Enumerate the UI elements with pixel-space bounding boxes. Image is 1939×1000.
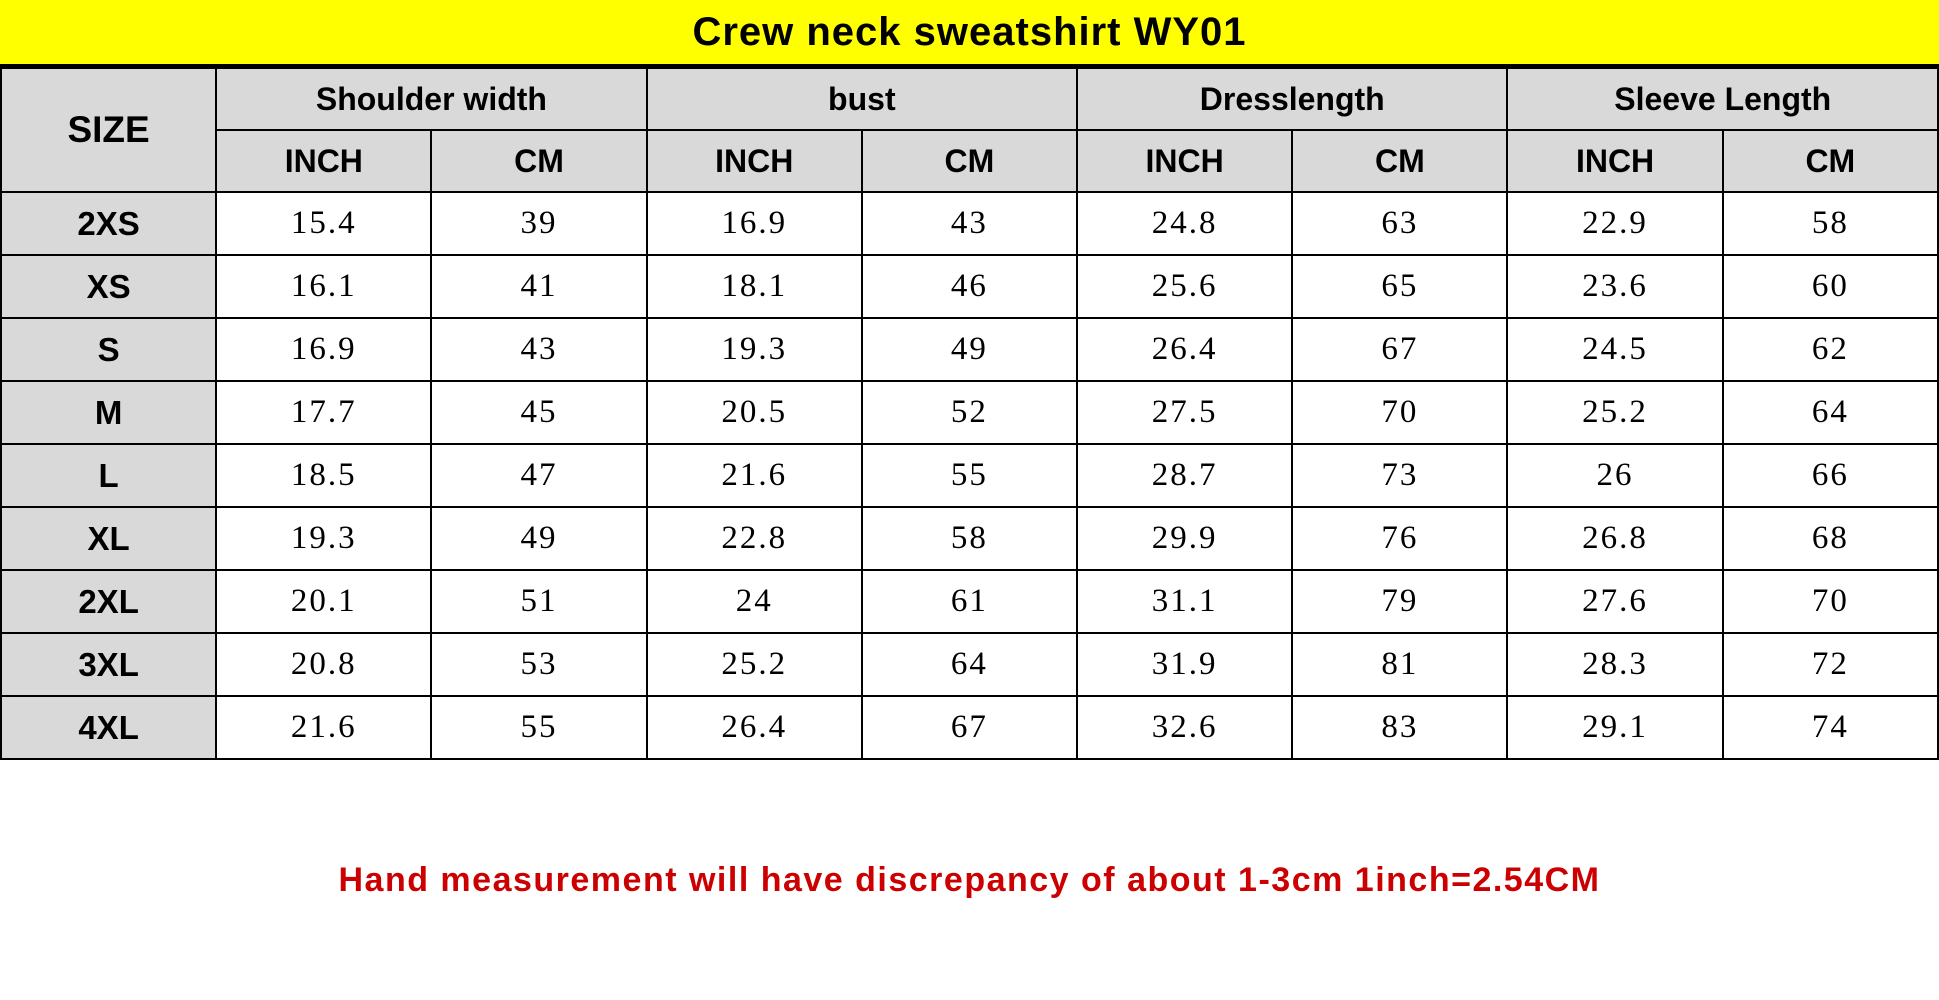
cell-value: 28.3 <box>1507 633 1722 696</box>
cell-value: 26.4 <box>647 696 862 759</box>
cell-value: 16.9 <box>647 192 862 255</box>
cell-value: 66 <box>1723 444 1938 507</box>
cell-value: 25.2 <box>647 633 862 696</box>
cell-value: 52 <box>862 381 1077 444</box>
footer-note-area <box>0 760 1939 1000</box>
cell-value: 53 <box>431 633 646 696</box>
row-size-label: XS <box>1 255 216 318</box>
cell-value: 61 <box>862 570 1077 633</box>
cell-value: 29.1 <box>1507 696 1722 759</box>
cell-value: 72 <box>1723 633 1938 696</box>
table-row <box>1 381 1938 444</box>
cell-value: 43 <box>431 318 646 381</box>
table-header-row-units <box>1 130 1938 192</box>
column-header-sleeve-length: Sleeve Length <box>1507 68 1938 130</box>
unit-header-sleeve-cm: CM <box>1723 130 1938 192</box>
cell-value: 32.6 <box>1077 696 1292 759</box>
cell-value: 22.8 <box>647 507 862 570</box>
cell-value: 20.5 <box>647 381 862 444</box>
cell-value: 51 <box>431 570 646 633</box>
table-body <box>1 192 1938 759</box>
cell-value: 45 <box>431 381 646 444</box>
cell-value: 58 <box>862 507 1077 570</box>
unit-header-shoulder-cm: CM <box>431 130 646 192</box>
table-row <box>1 255 1938 318</box>
cell-value: 58 <box>1723 192 1938 255</box>
cell-value: 15.4 <box>216 192 431 255</box>
cell-value: 49 <box>431 507 646 570</box>
unit-header-sleeve-inch: INCH <box>1507 130 1722 192</box>
cell-value: 31.9 <box>1077 633 1292 696</box>
cell-value: 49 <box>862 318 1077 381</box>
cell-value: 19.3 <box>647 318 862 381</box>
cell-value: 25.2 <box>1507 381 1722 444</box>
cell-value: 74 <box>1723 696 1938 759</box>
cell-value: 79 <box>1292 570 1507 633</box>
cell-value: 20.1 <box>216 570 431 633</box>
cell-value: 18.5 <box>216 444 431 507</box>
cell-value: 26.4 <box>1077 318 1292 381</box>
cell-value: 43 <box>862 192 1077 255</box>
row-size-label: 2XL <box>1 570 216 633</box>
table-row <box>1 570 1938 633</box>
cell-value: 68 <box>1723 507 1938 570</box>
cell-value: 73 <box>1292 444 1507 507</box>
column-header-shoulder-width: Shoulder width <box>216 68 646 130</box>
column-header-dresslength: Dresslength <box>1077 68 1507 130</box>
row-size-label: 4XL <box>1 696 216 759</box>
row-size-label: 3XL <box>1 633 216 696</box>
cell-value: 64 <box>1723 381 1938 444</box>
cell-value: 25.6 <box>1077 255 1292 318</box>
table-row <box>1 318 1938 381</box>
table-row <box>1 507 1938 570</box>
unit-header-bust-cm: CM <box>862 130 1077 192</box>
size-chart-table <box>0 67 1939 760</box>
row-size-label: XL <box>1 507 216 570</box>
table-row <box>1 192 1938 255</box>
row-size-label: 2XS <box>1 192 216 255</box>
cell-value: 28.7 <box>1077 444 1292 507</box>
cell-value: 41 <box>431 255 646 318</box>
cell-value: 27.5 <box>1077 381 1292 444</box>
cell-value: 76 <box>1292 507 1507 570</box>
cell-value: 31.1 <box>1077 570 1292 633</box>
cell-value: 22.9 <box>1507 192 1722 255</box>
unit-header-dresslength-cm: CM <box>1292 130 1507 192</box>
table-header <box>1 68 1938 192</box>
cell-value: 26.8 <box>1507 507 1722 570</box>
cell-value: 18.1 <box>647 255 862 318</box>
cell-value: 62 <box>1723 318 1938 381</box>
row-size-label: M <box>1 381 216 444</box>
cell-value: 24 <box>647 570 862 633</box>
cell-value: 70 <box>1723 570 1938 633</box>
cell-value: 64 <box>862 633 1077 696</box>
cell-value: 39 <box>431 192 646 255</box>
table-row <box>1 633 1938 696</box>
title-bar <box>0 0 1939 67</box>
cell-value: 60 <box>1723 255 1938 318</box>
cell-value: 47 <box>431 444 646 507</box>
cell-value: 46 <box>862 255 1077 318</box>
table-row <box>1 696 1938 759</box>
cell-value: 29.9 <box>1077 507 1292 570</box>
cell-value: 55 <box>862 444 1077 507</box>
column-header-bust: bust <box>647 68 1077 130</box>
column-header-size: SIZE <box>1 68 216 192</box>
cell-value: 70 <box>1292 381 1507 444</box>
cell-value: 16.9 <box>216 318 431 381</box>
cell-value: 65 <box>1292 255 1507 318</box>
cell-value: 26 <box>1507 444 1722 507</box>
cell-value: 21.6 <box>647 444 862 507</box>
cell-value: 24.5 <box>1507 318 1722 381</box>
cell-value: 63 <box>1292 192 1507 255</box>
cell-value: 23.6 <box>1507 255 1722 318</box>
row-size-label: L <box>1 444 216 507</box>
measurement-disclaimer: Hand measurement will have discrepancy of about 1-3cm 1inch=2.54CM <box>338 860 1601 899</box>
cell-value: 83 <box>1292 696 1507 759</box>
unit-header-dresslength-inch: INCH <box>1077 130 1292 192</box>
cell-value: 24.8 <box>1077 192 1292 255</box>
unit-header-shoulder-inch: INCH <box>216 130 431 192</box>
cell-value: 67 <box>1292 318 1507 381</box>
table-row <box>1 444 1938 507</box>
unit-header-bust-inch: INCH <box>647 130 862 192</box>
table-header-row-groups <box>1 68 1938 130</box>
cell-value: 19.3 <box>216 507 431 570</box>
cell-value: 55 <box>431 696 646 759</box>
cell-value: 27.6 <box>1507 570 1722 633</box>
cell-value: 20.8 <box>216 633 431 696</box>
cell-value: 17.7 <box>216 381 431 444</box>
cell-value: 21.6 <box>216 696 431 759</box>
cell-value: 81 <box>1292 633 1507 696</box>
cell-value: 16.1 <box>216 255 431 318</box>
page-title: Crew neck sweatshirt WY01 <box>692 9 1247 54</box>
row-size-label: S <box>1 318 216 381</box>
cell-value: 67 <box>862 696 1077 759</box>
